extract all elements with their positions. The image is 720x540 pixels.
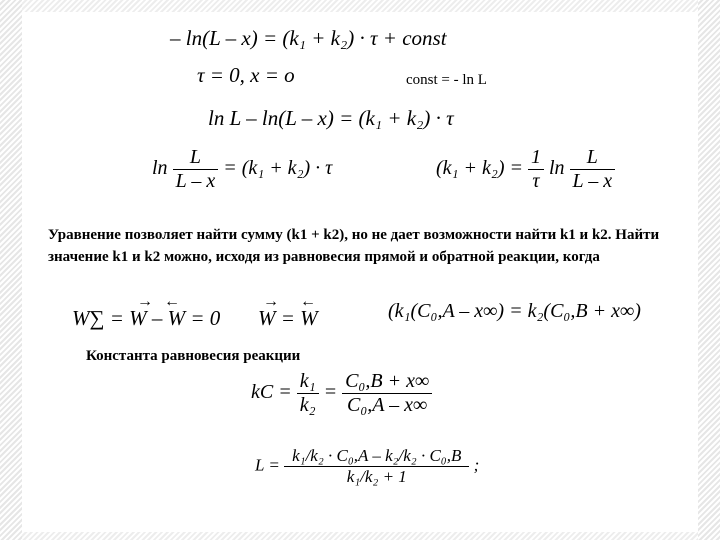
equation-integrated-rate: – ln(L – x) = (k₁ + k₂) · τ + const bbox=[170, 26, 447, 50]
fraction-denominator: L – x bbox=[572, 170, 613, 192]
fraction-numerator: L bbox=[173, 146, 219, 170]
ln-label: ln bbox=[152, 157, 168, 180]
fraction-numerator: k₁/k₂ · C₀,A – k₂/k₂ · C₀,B bbox=[284, 446, 469, 467]
kc-lhs: kC = bbox=[251, 381, 292, 404]
equation-rate-sum bbox=[436, 146, 615, 193]
equation-log-difference: ln L – ln(L – x) = (k₁ + k₂) · τ bbox=[208, 106, 454, 130]
decorative-border-left bbox=[0, 0, 22, 540]
ln-label: ln bbox=[548, 157, 565, 180]
semicolon: ; bbox=[473, 455, 480, 475]
fraction-L-expression bbox=[284, 446, 469, 487]
L-lhs: L = bbox=[255, 455, 280, 475]
equation-total-rate: W∑ = W – W = 0 bbox=[72, 306, 221, 330]
left-arrow-icon: ← bbox=[164, 293, 180, 310]
equation-rate-balance: W = W bbox=[258, 306, 318, 330]
fraction-denominator: L – x bbox=[175, 170, 216, 192]
right-arrow-icon: → bbox=[263, 293, 279, 310]
equation-equilibrium-constant bbox=[251, 370, 432, 417]
explanation-paragraph: Уравнение позволяет найти сумму (k1 + k2), но не дает возможности найти k1 и k2. Найти значение k1 и k2 можно, исходя из равновесия прямой и обратной реакции, когда bbox=[48, 227, 660, 265]
fraction-k1-over-k2 bbox=[297, 370, 319, 417]
decorative-border-bottom bbox=[22, 532, 698, 540]
fraction-denominator: C₀,A – x∞ bbox=[346, 394, 428, 416]
right-arrow-icon: → bbox=[137, 293, 153, 310]
fraction-numerator: L bbox=[570, 146, 616, 170]
fraction-denominator: k₂ bbox=[299, 394, 316, 416]
left-arrow-icon: ← bbox=[300, 293, 316, 310]
decorative-border-top bbox=[22, 0, 698, 12]
equation-rhs: = (k₁ + k₂) · τ bbox=[223, 157, 333, 180]
equilibrium-constant-label: Константа равновесия реакции bbox=[86, 348, 301, 364]
fraction-numerator: k₁ bbox=[297, 370, 319, 394]
fraction-one-over-tau bbox=[528, 146, 544, 193]
equation-initial-condition: τ = 0, x = o bbox=[197, 63, 295, 87]
fraction-numerator: 1 bbox=[528, 146, 544, 170]
fraction-L-over-L-minus-x bbox=[570, 146, 616, 193]
equation-L bbox=[255, 446, 479, 487]
fraction-denominator: k₁/k₂ + 1 bbox=[346, 467, 407, 486]
fraction-L-over-L-minus-x bbox=[173, 146, 219, 193]
fraction-concentrations bbox=[342, 370, 432, 417]
decorative-border-right bbox=[698, 0, 720, 540]
equation-equilibrium-balance: (k₁(C₀,A – x∞) = k₂(C₀,B + x∞) bbox=[388, 300, 641, 322]
equals-sign: = bbox=[323, 381, 338, 404]
fraction-numerator: C₀,B + x∞ bbox=[342, 370, 432, 394]
equation-lhs: (k₁ + k₂) = bbox=[436, 157, 523, 180]
constant-note: const = - ln L bbox=[406, 72, 487, 88]
fraction-denominator: τ bbox=[532, 170, 540, 192]
equation-log-ratio bbox=[152, 146, 332, 193]
